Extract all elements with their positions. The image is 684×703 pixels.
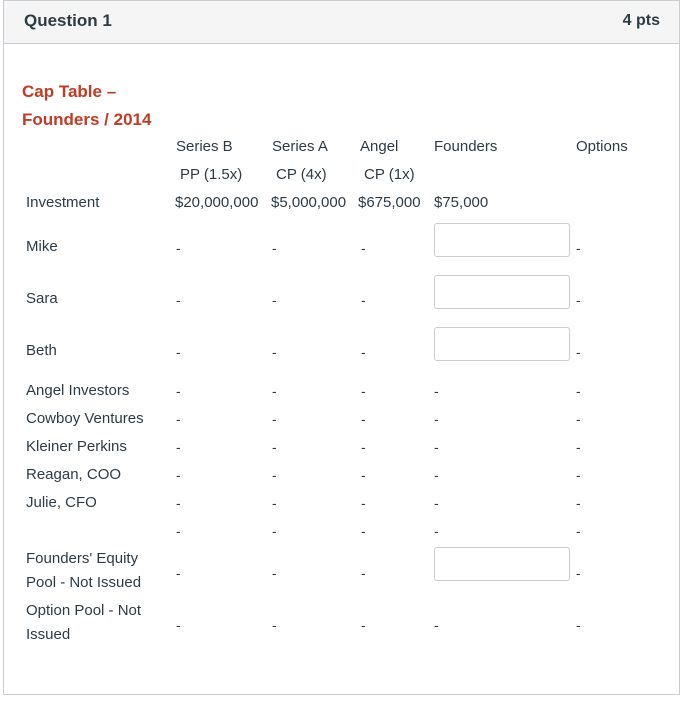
cell-dash: - <box>176 292 181 308</box>
row-label-angel-investors: Angel Investors <box>26 382 130 399</box>
cell-dash: - <box>361 495 366 511</box>
founders-pool-founders-input[interactable] <box>434 547 570 581</box>
cell-dash: - <box>272 383 277 399</box>
investment-series-b: $20,000,000 <box>175 194 259 211</box>
cell-dash: - <box>434 617 439 633</box>
mike-founders-input[interactable] <box>434 223 570 257</box>
cell-dash: - <box>176 617 181 633</box>
row-label-option-pool-line1: Option Pool - Not <box>26 602 142 619</box>
cell-dash: - <box>361 240 366 256</box>
cell-dash: - <box>176 240 181 256</box>
cell-dash: - <box>176 495 181 511</box>
cell-dash: - <box>176 467 181 483</box>
cell-dash: - <box>576 292 581 308</box>
cell-dash: - <box>272 240 277 256</box>
row-label-founders-pool-line1: Founders' Equity <box>26 550 139 567</box>
row-label-beth: Beth <box>26 342 57 359</box>
cell-dash: - <box>576 344 581 360</box>
cell-dash: - <box>361 383 366 399</box>
cell-dash: - <box>176 565 181 581</box>
cell-dash: - <box>272 523 277 539</box>
row-label-investment: Investment <box>26 194 100 211</box>
cell-dash: - <box>434 383 439 399</box>
cell-dash: - <box>361 565 366 581</box>
cell-dash: - <box>361 467 366 483</box>
beth-founders-input[interactable] <box>434 327 570 361</box>
row-label-founders-pool-line2: Pool - Not Issued <box>26 574 142 591</box>
col-series-a-line2: CP (4x) <box>276 166 327 183</box>
question-title: Question 1 <box>24 11 112 30</box>
cell-dash: - <box>272 439 277 455</box>
col-series-a-line1: Series A <box>272 138 328 155</box>
cell-dash: - <box>434 495 439 511</box>
col-founders: Founders <box>434 138 498 155</box>
cell-dash: - <box>434 439 439 455</box>
cell-dash: - <box>576 617 581 633</box>
cell-dash: - <box>361 292 366 308</box>
row-label-cowboy-ventures: Cowboy Ventures <box>26 410 144 427</box>
cell-dash: - <box>272 292 277 308</box>
row-label-reagan-coo: Reagan, COO <box>26 466 122 483</box>
cell-dash: - <box>272 617 277 633</box>
cell-dash: - <box>434 523 439 539</box>
cell-dash: - <box>361 411 366 427</box>
row-label-kleiner-perkins: Kleiner Perkins <box>26 438 127 455</box>
col-series-b-line1: Series B <box>176 138 233 155</box>
cell-dash: - <box>576 383 581 399</box>
cell-dash: - <box>361 439 366 455</box>
cell-dash: - <box>176 411 181 427</box>
cell-dash: - <box>176 344 181 360</box>
cell-dash: - <box>176 439 181 455</box>
col-angel-line2: CP (1x) <box>364 166 415 183</box>
sara-founders-input[interactable] <box>434 275 570 309</box>
cell-dash: - <box>272 344 277 360</box>
cell-dash: - <box>272 467 277 483</box>
cell-dash: - <box>361 344 366 360</box>
cell-dash: - <box>576 495 581 511</box>
cap-table-title-line1: Cap Table – <box>22 82 117 101</box>
cell-dash: - <box>176 383 181 399</box>
cap-table-title <box>22 78 151 134</box>
row-label-sara: Sara <box>26 290 58 307</box>
cap-table-title-line2: Founders / 2014 <box>22 110 152 129</box>
col-options: Options <box>576 138 628 155</box>
cell-dash: - <box>272 565 277 581</box>
cell-dash: - <box>361 617 366 633</box>
cell-dash: - <box>576 240 581 256</box>
cell-dash: - <box>576 411 581 427</box>
row-label-mike: Mike <box>26 238 58 255</box>
col-angel-line1: Angel <box>360 138 399 155</box>
row-label-julie-cfo: Julie, CFO <box>26 494 97 511</box>
cell-dash: - <box>176 523 181 539</box>
investment-angel: $675,000 <box>358 194 421 211</box>
cell-dash: - <box>576 523 581 539</box>
col-series-b-line2: PP (1.5x) <box>180 166 243 183</box>
cell-dash: - <box>434 411 439 427</box>
question-header <box>4 1 679 44</box>
cell-dash: - <box>434 467 439 483</box>
cell-dash: - <box>576 565 581 581</box>
cell-dash: - <box>272 411 277 427</box>
question-points: 4 pts <box>622 12 660 29</box>
cell-dash: - <box>576 439 581 455</box>
investment-series-a: $5,000,000 <box>271 194 347 211</box>
cell-dash: - <box>576 467 581 483</box>
investment-founders: $75,000 <box>434 194 489 211</box>
cell-dash: - <box>361 523 366 539</box>
cell-dash: - <box>272 495 277 511</box>
row-label-option-pool-line2: Issued <box>26 626 71 643</box>
